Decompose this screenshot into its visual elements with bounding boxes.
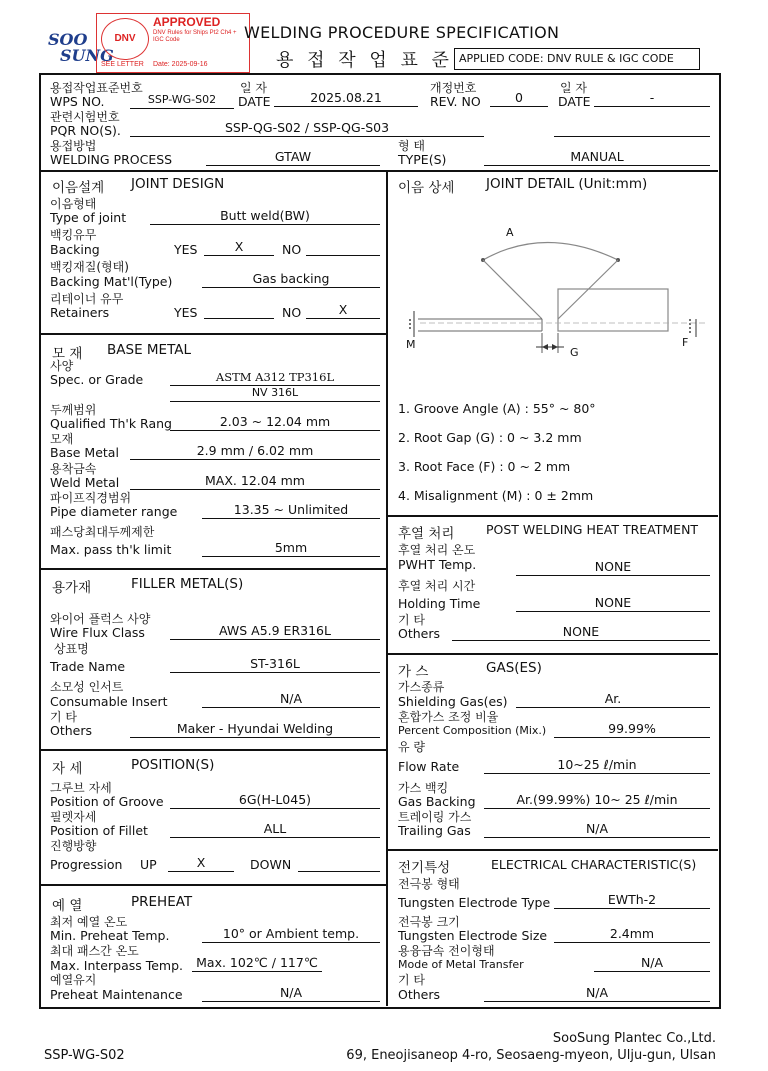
pwht-title-en: POST WELDING HEAT TREATMENT: [486, 522, 699, 537]
pwht-oth-value: NONE: [452, 625, 710, 641]
joint-type-ko: 이음형태: [50, 197, 97, 211]
pf-value: ALL: [170, 822, 380, 838]
phm-ko: 예열유지: [50, 973, 97, 987]
minph-ko: 최저 예열 온도: [50, 915, 128, 929]
approval-stamp: [96, 13, 250, 73]
label-f: F: [682, 336, 689, 349]
type-value: MANUAL: [484, 150, 710, 166]
logo-line2: SUNG: [60, 46, 114, 65]
pr-up-mark: X: [168, 856, 234, 872]
tg-label: Trailing Gas: [398, 823, 471, 838]
pg-ko: 그루브 자세: [50, 781, 112, 795]
pg-label: Position of Groove: [50, 794, 164, 809]
pr-down-label: DOWN: [250, 857, 292, 872]
date-label: DATE: [238, 94, 271, 109]
ts-label: Tungsten Electrode Size: [398, 928, 548, 943]
te-value: EWTh-2: [554, 893, 710, 909]
th-value: 2.03 ~ 12.04 mm: [170, 415, 380, 431]
wps-label: WPS NO.: [50, 94, 105, 109]
pr-up-label: UP: [140, 857, 157, 872]
title-en: WELDING PROCEDURE SPECIFICATION: [244, 23, 560, 42]
tn-label: Trade Name: [50, 659, 126, 674]
bm-ko: 모재: [50, 432, 74, 446]
filler-oth-value: Maker - Hyundai Welding: [130, 722, 380, 738]
pwht-oth-ko: 기 타: [398, 613, 425, 627]
rev-value: 0: [490, 91, 548, 107]
gb-label: Gas Backing: [398, 794, 476, 809]
pwht-temp-ko: 후열 처리 온도: [398, 543, 476, 557]
pwht-oth-label: Others: [398, 626, 441, 641]
pwht-temp-value: NONE: [516, 560, 710, 576]
pd-ko: 파이프직경범위: [50, 491, 132, 505]
date-ko: 일 자: [240, 81, 267, 95]
elec-title-ko: 전기특성: [398, 860, 451, 876]
tn-ko: 상표명: [54, 642, 89, 656]
pg-value: 6G(H-L045): [170, 793, 380, 809]
divider-info: [40, 170, 718, 172]
logo-line1: SOO: [48, 30, 88, 49]
pf-label: Position of Fillet: [50, 823, 148, 838]
th-ko: 두께범위: [50, 403, 97, 417]
ci-label: Consumable Insert: [50, 694, 168, 709]
elec-oth-ko: 기 타: [398, 973, 425, 987]
pwht-hold-value: NONE: [516, 596, 710, 612]
mp-value: 5mm: [202, 541, 380, 557]
ret-label: Retainers: [50, 305, 110, 320]
divider-joint: [40, 333, 387, 335]
dim-g-arrow-right: [552, 344, 558, 350]
mt-ko: 용융금속 전이형태: [398, 944, 495, 958]
pwht-temp-label: PWHT Temp.: [398, 557, 477, 572]
mp-label: Max. pass th'k limit: [50, 542, 172, 557]
backing-label: Backing: [50, 242, 100, 257]
detail-title-en: JOINT DETAIL (Unit:mm): [486, 176, 648, 192]
footer-doc-no: SSP-WG-S02: [44, 1048, 125, 1063]
detail-note-3: 3. Root Face (F) : 0 ~ 2 mm: [398, 459, 571, 474]
divider-gas: [387, 849, 718, 851]
type-label: TYPE(S): [398, 152, 447, 167]
pc-value: 99.99%: [554, 722, 710, 738]
mp-ko: 패스당최대두께제한: [50, 525, 155, 539]
label-m: M: [406, 338, 416, 351]
ret-ko: 리테이너 유무: [50, 292, 124, 306]
divider-center: [386, 171, 388, 1006]
preheat-title-ko: 예 열: [52, 898, 83, 914]
date2-value: -: [594, 91, 710, 107]
bm-value: 2.9 mm / 6.02 mm: [130, 444, 380, 460]
ret-yes-mark: [204, 303, 274, 319]
gb-value: Ar.(99.99%) 10~ 25 ℓ/min: [484, 793, 710, 809]
maxip-value: Max. 102℃ / 117℃: [192, 956, 322, 972]
gas-title-ko: 가 스: [398, 664, 429, 680]
mat-ko: 백킹재질(형태): [50, 260, 129, 274]
spec-ko: 사양: [50, 359, 74, 373]
th-label: Qualified Th'k Rang: [50, 416, 172, 431]
joint-detail-drawing: [390, 215, 710, 375]
spec-value-1: ASTM A312 TP316L: [170, 370, 380, 386]
backing-ko: 백킹유무: [50, 228, 97, 242]
fr-value: 10~25 ℓ/min: [484, 758, 710, 774]
pwht-title-ko: 후열 처리: [398, 526, 455, 542]
te-label: Tungsten Electrode Type: [398, 895, 551, 910]
date2-label: DATE: [558, 94, 591, 109]
pqr-label: PQR NO(S).: [50, 123, 121, 138]
pqr-extra-line: [554, 121, 710, 137]
fr-ko: 유 량: [398, 740, 425, 754]
ret-no-mark: X: [306, 303, 380, 319]
phm-value: N/A: [202, 986, 380, 1002]
process-label: WELDING PROCESS: [50, 152, 173, 167]
rev-label: REV. NO: [430, 94, 481, 109]
divider-filler: [40, 749, 387, 751]
wf-value: AWS A5.9 ER316L: [170, 624, 380, 640]
wf-label: Wire Flux Class: [50, 625, 145, 640]
wps-ko: 용접작업표준번호: [50, 81, 143, 95]
mat-value: Gas backing: [202, 272, 380, 288]
weld-cap-arc: [483, 243, 618, 261]
tg-ko: 트레이링 가스: [398, 810, 472, 824]
bm-label: Base Metal: [50, 445, 119, 460]
preheat-title-en: PREHEAT: [131, 894, 193, 910]
stamp-date: Date: 2025-09-16: [153, 61, 208, 68]
fr-label: Flow Rate: [398, 759, 460, 774]
divider-base: [40, 568, 387, 570]
position-title-en: POSITION(S): [131, 757, 215, 773]
elec-title-en: ELECTRICAL CHARACTERISTIC(S): [491, 857, 697, 872]
gas-title-en: GAS(ES): [486, 660, 542, 676]
detail-note-1: 1. Groove Angle (A) : 55° ~ 80°: [398, 401, 596, 416]
backing-no-mark: [306, 240, 380, 256]
ts-value: 2.4mm: [554, 927, 710, 943]
pc-label: Percent Composition (Mix.): [398, 724, 547, 737]
pwht-hold-label: Holding Time: [398, 596, 481, 611]
gb-ko: 가스 백킹: [398, 781, 449, 795]
ret-yes-label: YES: [174, 305, 198, 320]
tn-value: ST-316L: [170, 657, 380, 673]
elec-oth-value: N/A: [484, 986, 710, 1002]
ci-value: N/A: [202, 692, 380, 708]
footer-company: SooSung Plantec Co.,Ltd.: [552, 1031, 716, 1046]
pr-ko: 진행방향: [50, 839, 97, 853]
stamp-org: DNV: [114, 33, 136, 44]
base-title-ko: 모 재: [52, 346, 83, 362]
title-ko: 용 접 작 업 표 준: [276, 50, 453, 71]
stamp-title: APPROVED: [153, 15, 221, 29]
wps-value: SSP-WG-S02: [130, 93, 234, 109]
detail-note-4: 4. Misalignment (M) : 0 ± 2mm: [398, 488, 594, 503]
minph-value: 10° or Ambient temp.: [202, 927, 380, 943]
joint-type-value: Butt weld(BW): [150, 209, 380, 225]
label-a: A: [506, 226, 514, 239]
pd-value: 13.35 ~ Unlimited: [202, 503, 380, 519]
dnv-logo: [101, 18, 149, 60]
joint-type-label: Type of joint: [50, 210, 127, 225]
spec-value-2: NV 316L: [170, 386, 380, 402]
sg-value: Ar.: [516, 692, 710, 708]
sg-ko: 가스종류: [398, 680, 445, 694]
base-title-en: BASE METAL: [107, 342, 192, 358]
maxip-label: Max. Interpass Temp.: [50, 958, 184, 973]
elec-oth-label: Others: [398, 987, 441, 1002]
process-ko: 용접방법: [50, 139, 97, 153]
mat-label: Backing Mat'l(Type): [50, 274, 173, 289]
bevel-left: [483, 260, 542, 319]
spec-label: Spec. or Grade: [50, 372, 144, 387]
pd-label: Pipe diameter range: [50, 504, 178, 519]
mt-value: N/A: [594, 956, 710, 972]
te-ko: 전극봉 형태: [398, 877, 460, 891]
joint-title-en: JOINT DESIGN: [131, 176, 225, 192]
filler-title-ko: 용가재: [52, 580, 92, 596]
sg-label: Shielding Gas(es): [398, 694, 508, 709]
backing-yes-label: YES: [174, 242, 198, 257]
company-logo: [48, 30, 114, 66]
backing-yes-mark: X: [204, 240, 274, 256]
ret-no-label: NO: [282, 305, 302, 320]
date-value: 2025.08.21: [274, 91, 418, 107]
stamp-note: DNV Rules for Ships Pt2 Ch4 + IGC Code: [153, 30, 237, 43]
divider-pwht: [387, 653, 718, 655]
pqr-ko: 관련시험번호: [50, 110, 120, 124]
tg-value: N/A: [484, 822, 710, 838]
rev-ko: 개정번호: [430, 81, 477, 95]
pf-ko: 필렛자세: [50, 810, 97, 824]
dim-g-arrow-left: [542, 344, 548, 350]
divider-position: [40, 884, 387, 886]
phm-label: Preheat Maintenance: [50, 987, 183, 1002]
wm-value: MAX. 12.04 mm: [130, 474, 380, 490]
maxip-ko: 최대 패스간 온도: [50, 944, 139, 958]
filler-title-en: FILLER METAL(S): [131, 576, 244, 592]
joint-title-ko: 이음설계: [52, 180, 105, 196]
position-title-ko: 자 세: [52, 761, 83, 777]
ts-ko: 전극봉 크기: [398, 915, 460, 929]
detail-note-2: 2. Root Gap (G) : 0 ~ 3.2 mm: [398, 430, 582, 445]
stamp-see-letter: SEE LETTER: [101, 61, 144, 68]
mt-label: Mode of Metal Transfer: [398, 958, 524, 971]
pwht-hold-ko: 후열 처리 시간: [398, 579, 476, 593]
pr-label: Progression: [50, 857, 123, 872]
wm-ko: 용착금속: [50, 462, 97, 476]
applied-code: APPLIED CODE: DNV RULE & IGC CODE: [454, 48, 700, 70]
type-ko: 형 태: [398, 139, 425, 153]
filler-oth-ko: 기 타: [50, 710, 77, 724]
detail-title-ko: 이음 상세: [398, 180, 455, 196]
label-g: G: [570, 346, 579, 359]
minph-label: Min. Preheat Temp.: [50, 928, 170, 943]
pqr-value: SSP-QG-S02 / SSP-QG-S03: [130, 121, 484, 137]
footer-address: 69, Eneojisaneop 4-ro, Seosaeng-myeon, Ulju-gun, Ulsan: [346, 1048, 716, 1063]
backing-no-label: NO: [282, 242, 302, 257]
pc-ko: 혼합가스 조정 비율: [398, 710, 499, 724]
process-value: GTAW: [206, 150, 380, 166]
right-plate: [558, 289, 668, 331]
filler-oth-label: Others: [50, 723, 93, 738]
pr-down-mark: [298, 856, 380, 872]
wf-ko: 와이어 플럭스 사양: [50, 612, 151, 626]
date2-ko: 일 자: [560, 81, 587, 95]
ci-ko: 소모성 인서트: [50, 680, 124, 694]
wm-label: Weld Metal: [50, 475, 120, 490]
divider-detail: [387, 515, 718, 517]
